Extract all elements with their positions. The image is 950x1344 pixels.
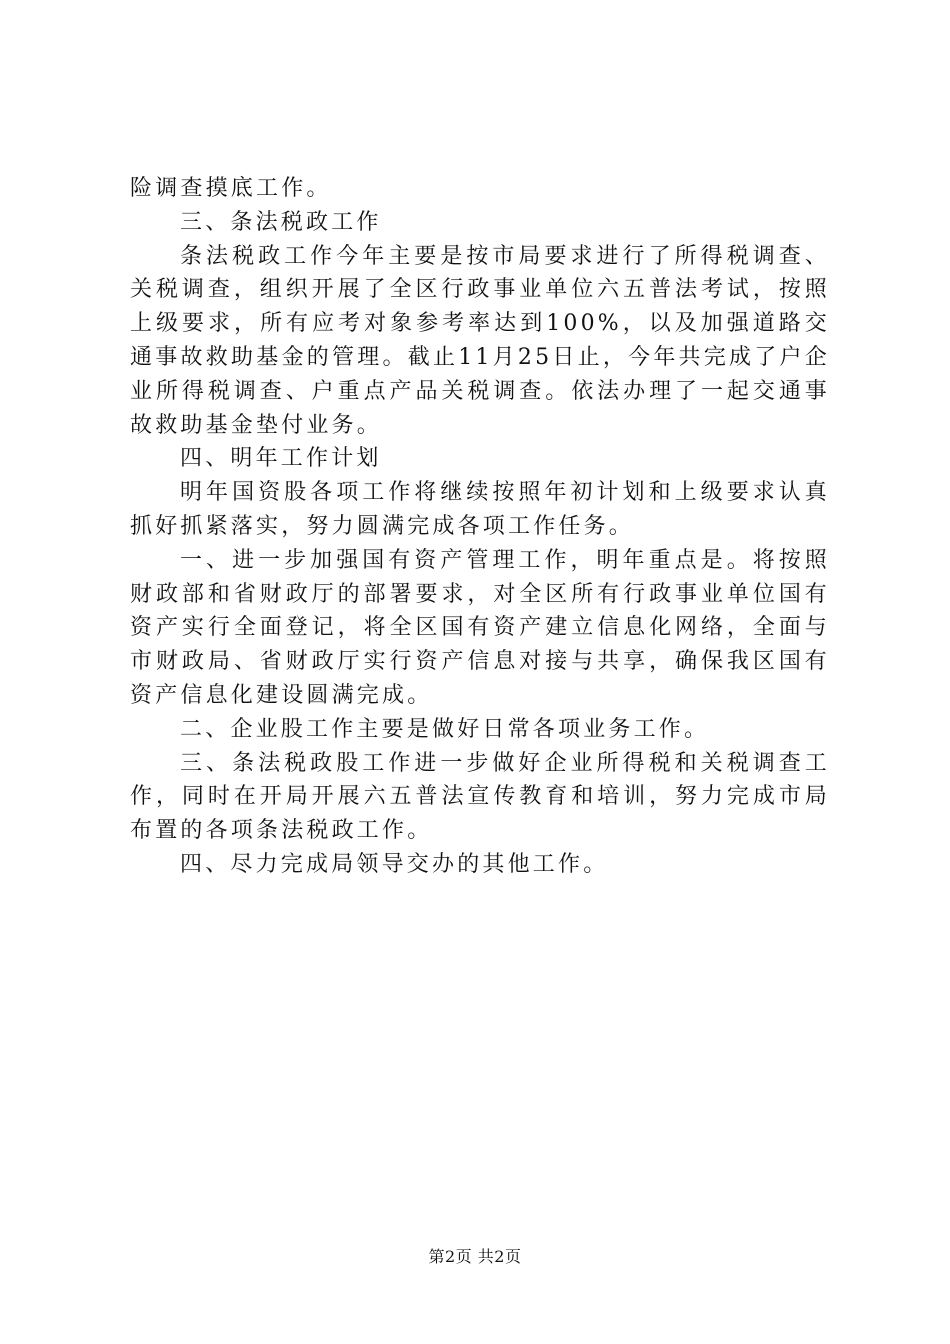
plan-item-asset-management: 一、进一步加强国有资产管理工作，明年重点是。将按照财政部和省财政厅的部署要求，对全区所有行政事业单位国有资产实行全面登记，将全区国有资产建立信息化网络，全面与市财政局、省财政厅实行资产信息对接与共享，确保我区国有资产信息化建设圆满完成。 bbox=[130, 547, 830, 708]
page-number-footer: 第2页 共2页 bbox=[428, 1247, 522, 1266]
document-body bbox=[130, 172, 830, 882]
plan-item-legal-tax: 三、条法税政股工作进一步做好企业所得税和关税调查工作，同时在开局开展六五普法宣传教育和培训，努力完成市局布置的各项条法税政工作。 bbox=[130, 750, 830, 844]
plan-item-enterprise: 二、企业股工作主要是做好日常各项业务工作。 bbox=[180, 716, 710, 742]
paragraph-continuation: 险调查摸底工作。 bbox=[130, 176, 332, 201]
plan-item-other-tasks: 四、尽力完成局领导交办的其他工作。 bbox=[180, 851, 609, 877]
section-heading-next-year-plan: 四、明年工作计划 bbox=[180, 446, 382, 472]
paragraph-legal-tax-work: 条法税政工作今年主要是按市局要求进行了所得税调查、关税调查，组织开展了全区行政事业单位六五普法考试，按照上级要求，所有应考对象参考率达到100%，以及加强道路交通事故救助基金的管理。截止11月25日止，今年共完成了户企业所得税调查、户重点产品关税调查。依法办理了一起交通事故救助基金垫付业务。 bbox=[130, 243, 830, 438]
paragraph-next-year-overview: 明年国资股各项工作将继续按照年初计划和上级要求认真抓好抓紧落实，努力圆满完成各项工作任务。 bbox=[130, 480, 830, 539]
section-heading-legal-tax: 三、条法税政工作 bbox=[180, 209, 382, 235]
